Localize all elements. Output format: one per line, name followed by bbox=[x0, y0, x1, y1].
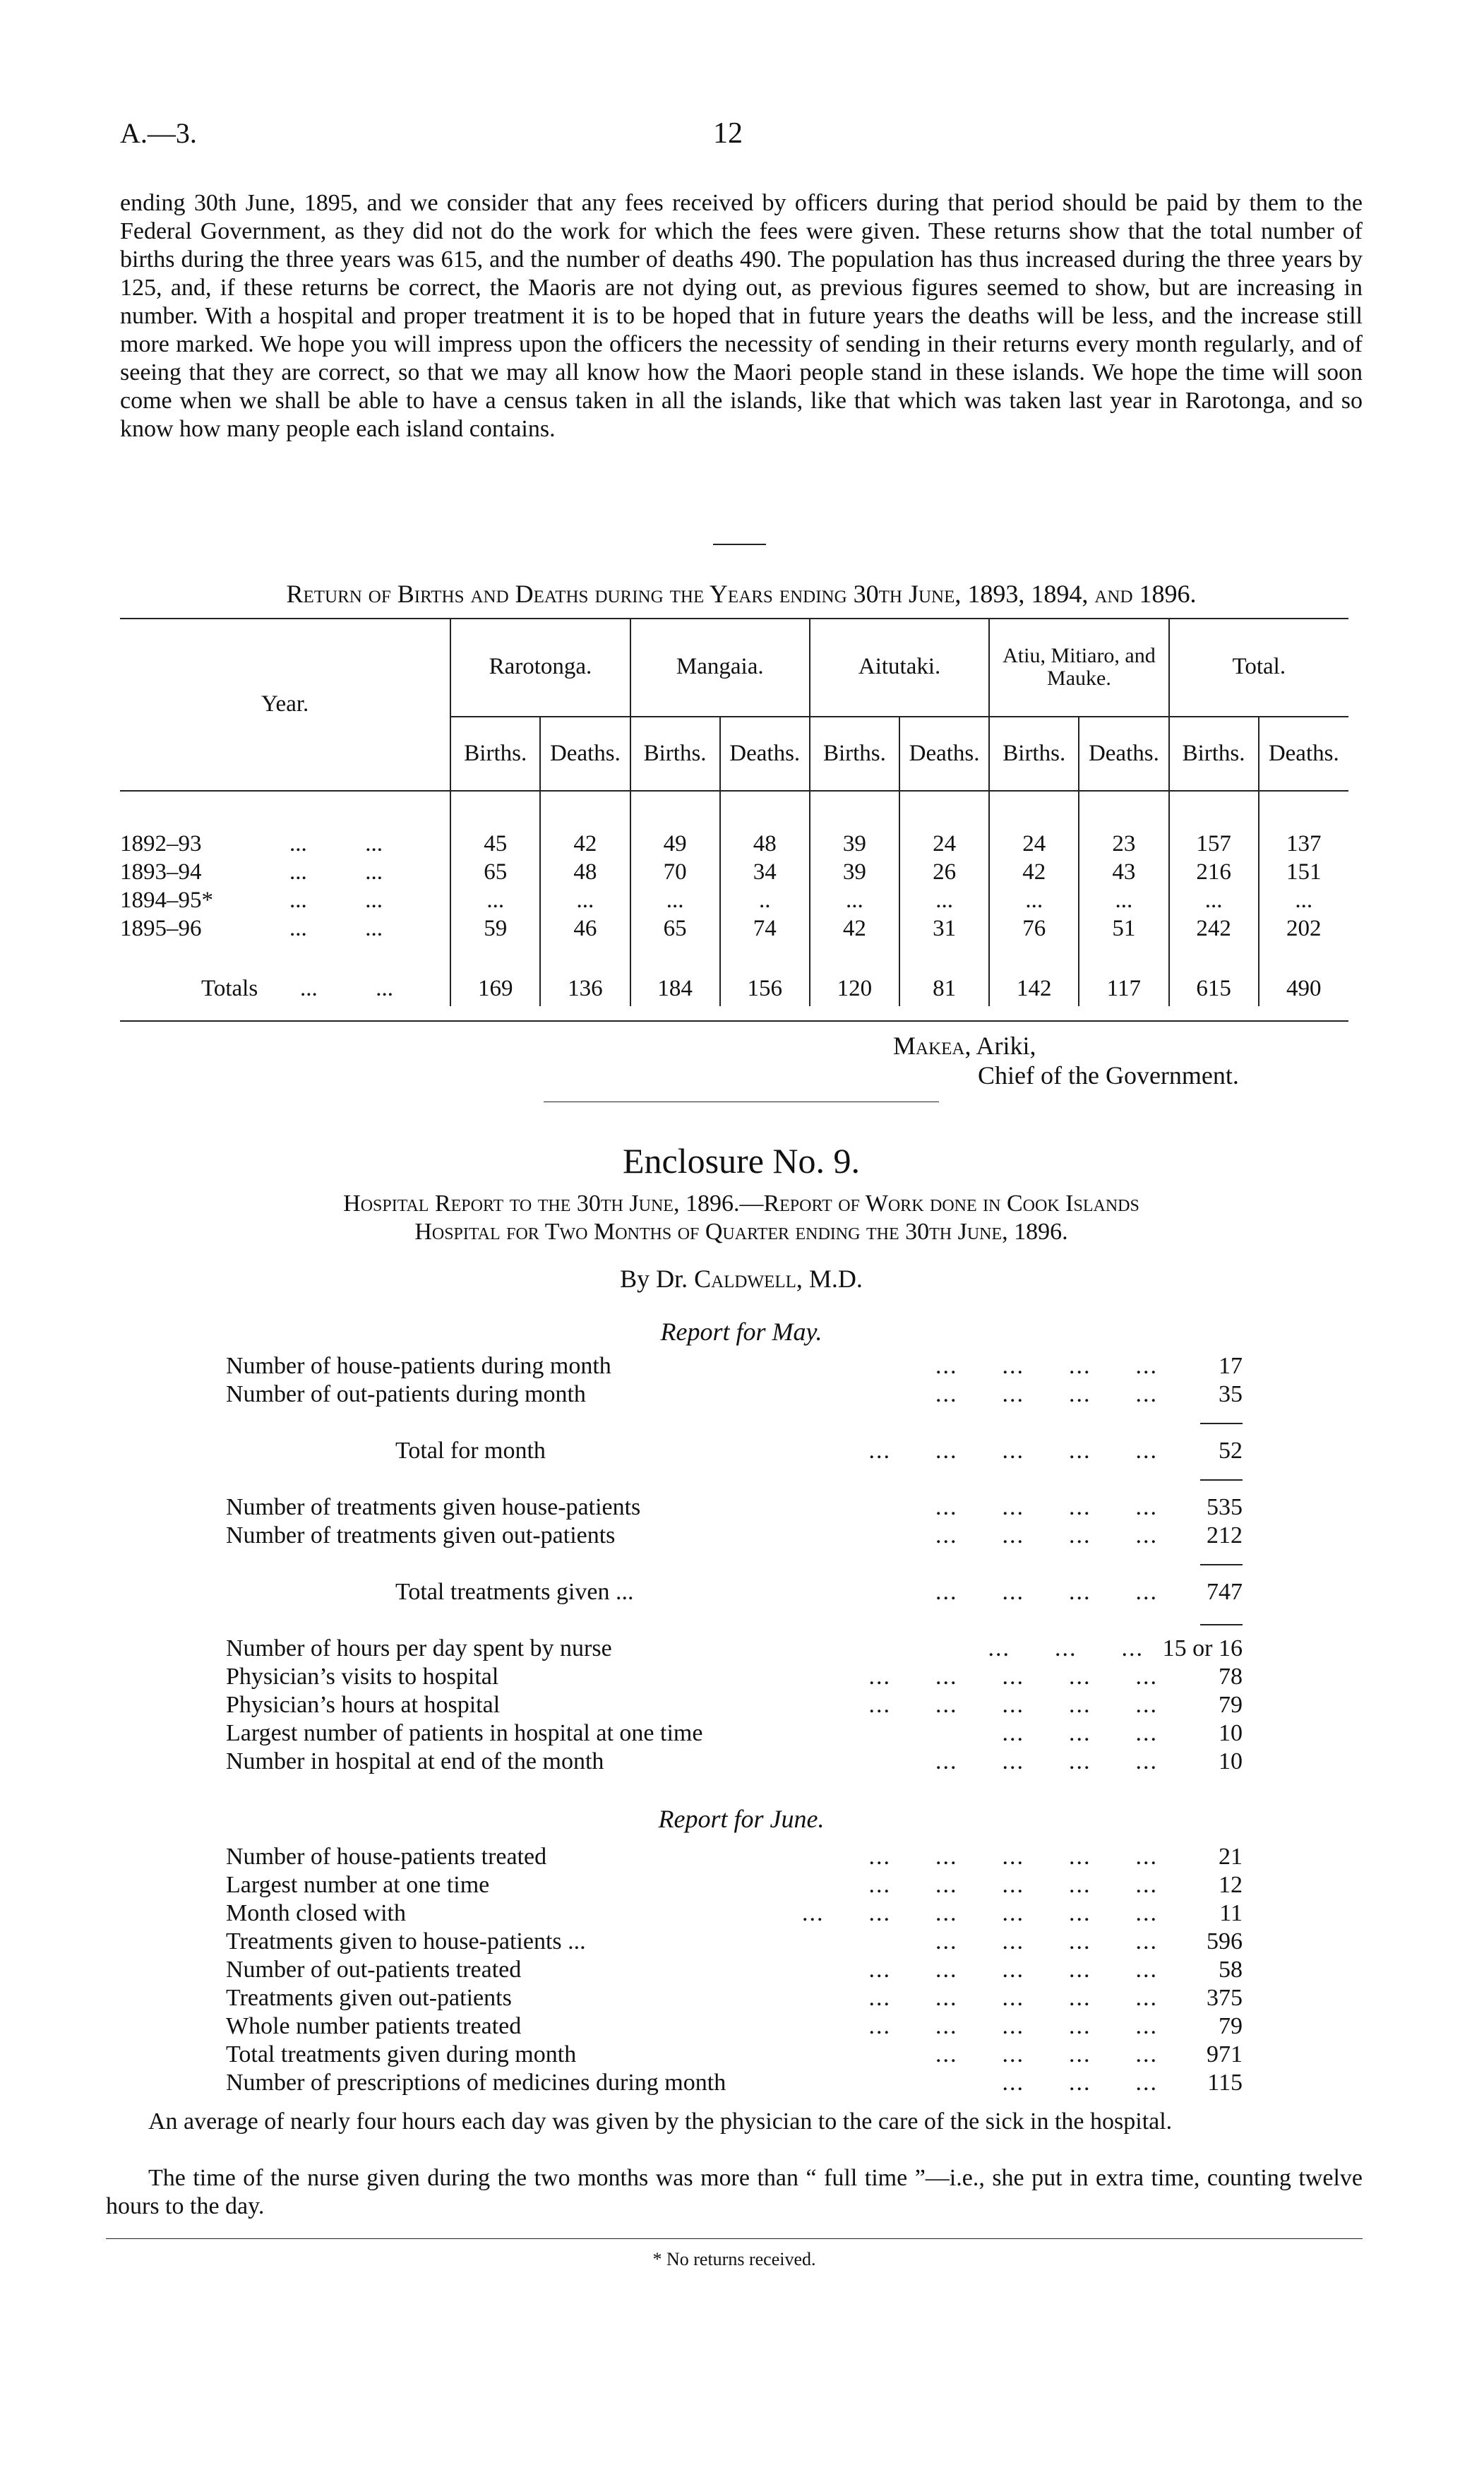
row-year: 1894–95* bbox=[120, 887, 213, 913]
cell: 48 bbox=[720, 830, 810, 858]
table-row bbox=[120, 830, 1348, 858]
group-rarotonga: Rarotonga. bbox=[450, 618, 630, 717]
group-aitutaki: Aitutaki. bbox=[810, 618, 989, 717]
cell: 137 bbox=[1259, 830, 1348, 858]
cell: ... bbox=[1079, 886, 1168, 914]
cell: 184 bbox=[630, 971, 720, 1006]
signature bbox=[893, 1031, 1239, 1090]
cell: 74 bbox=[720, 914, 810, 943]
sum-rule bbox=[1200, 1564, 1243, 1565]
cell: 169 bbox=[450, 971, 540, 1006]
row-leader: ... ... bbox=[300, 975, 393, 1001]
totals-row bbox=[120, 971, 1348, 1006]
cell: 76 bbox=[989, 914, 1079, 943]
june-item: Whole number patients treated ... ... ... ... ... 79 bbox=[226, 2013, 1243, 2039]
cell: 216 bbox=[1169, 858, 1259, 886]
may-largest-number: Largest number of patients in hospital at one time ... ... ... 10 bbox=[226, 1720, 1243, 1746]
sum-rule bbox=[1200, 1624, 1243, 1625]
cell: 202 bbox=[1259, 914, 1348, 943]
cell: ... bbox=[450, 886, 540, 914]
enclosure-heading: Enclosure No. 9. bbox=[622, 1141, 861, 1181]
cell: 24 bbox=[989, 830, 1079, 858]
cell: ... bbox=[810, 886, 899, 914]
may-out-patients: Number of out-patients during month ... ... ... ... 35 bbox=[226, 1381, 1243, 1407]
sub-deaths: Deaths. bbox=[540, 717, 630, 791]
cell: 120 bbox=[810, 971, 899, 1006]
cell: ... bbox=[1169, 886, 1259, 914]
group-total: Total. bbox=[1169, 618, 1348, 717]
may-report-title: Report for May. bbox=[660, 1318, 822, 1346]
cell: 65 bbox=[450, 858, 540, 886]
signature-title: , Ariki, bbox=[964, 1032, 1036, 1060]
intro-paragraph: ending 30th June, 1895, and we consider that any fees received by officers during that period should be paid by them to the Federal Government, as they did not do the work for which the fees were given. These returns show that the total number of births during the three years was 615, and the number of deaths 490. The population has thus increased during the three years by 125, and, if these returns be correct, the Maoris are not dying out, as previous figures seemed to show, but are increasing in number. With a hospital and proper treatment it is to be hoped that in future years the deaths will be less, and the increase still more marked. We hope you will impress upon the officers the necessity of sending in their returns every month regularly, and of seeing that they are correct, so that we may all know how the Maori people stand in these islands. We hope the time will soon come when we shall be able to have a census taken in all the islands, like that which was taken last year in Rarotonga, and so know how many people each island contains. bbox=[120, 190, 1363, 442]
may-physician-hours: Physician’s hours at hospital ... ... ... ... ... 79 bbox=[226, 1692, 1243, 1718]
cell: 42 bbox=[989, 858, 1079, 886]
cell: 39 bbox=[810, 830, 899, 858]
table-row bbox=[120, 914, 1348, 943]
cell: ... bbox=[899, 886, 989, 914]
byline-name: Caldwell bbox=[694, 1265, 796, 1293]
cell: ... bbox=[989, 886, 1079, 914]
short-divider bbox=[713, 544, 766, 545]
row-leader: ... ... bbox=[289, 859, 383, 885]
return-table-title: Return of Births and Deaths during the Years ending 30th June, 1893, 1894, and 1896. bbox=[286, 580, 1197, 608]
june-item: Total treatments given during month ... ... ... ... 971 bbox=[226, 2041, 1243, 2067]
cell: 24 bbox=[899, 830, 989, 858]
sub-deaths: Deaths. bbox=[1079, 717, 1168, 791]
footnote-rule bbox=[106, 2238, 1363, 2239]
cell: ... bbox=[540, 886, 630, 914]
row-year: 1892–93 bbox=[120, 830, 202, 856]
cell: 81 bbox=[899, 971, 989, 1006]
cell: 42 bbox=[540, 830, 630, 858]
cell: 117 bbox=[1079, 971, 1168, 1006]
june-report-title: Report for June. bbox=[658, 1805, 825, 1833]
row-leader: ... ... bbox=[289, 915, 383, 941]
cell: 45 bbox=[450, 830, 540, 858]
row-year: 1893–94 bbox=[120, 859, 202, 885]
sub-deaths: Deaths. bbox=[899, 717, 989, 791]
sum-rule bbox=[1200, 1479, 1243, 1481]
year-header: Year. bbox=[261, 691, 309, 717]
june-item: Number of house-patients treated ... ... ... ... ... 21 bbox=[226, 1844, 1243, 1870]
signature-position: Chief of the Government. bbox=[978, 1061, 1239, 1090]
may-total-treatments: Total treatments given ... ... ... ... ... 747 bbox=[395, 1579, 1243, 1605]
closing-paragraph-2: The time of the nurse given during the two months was more than “ full time ”—i.e., she put in extra time, counting twelve hours to the day. bbox=[106, 2165, 1363, 2219]
cell: ... bbox=[1259, 886, 1348, 914]
cell: 34 bbox=[720, 858, 810, 886]
sub-deaths: Deaths. bbox=[1259, 717, 1348, 791]
june-item: Number of out-patients treated ... ... ... ... ... 58 bbox=[226, 1957, 1243, 1983]
cell: 59 bbox=[450, 914, 540, 943]
row-leader: ... ... bbox=[289, 830, 383, 856]
group-atiu-mitiaro-mauke: Atiu, Mitiaro, and Mauke. bbox=[989, 618, 1168, 717]
cell: 43 bbox=[1079, 858, 1168, 886]
sum-rule bbox=[1200, 1423, 1243, 1424]
may-end-of-month: Number in hospital at end of the month ... ... ... ... 10 bbox=[226, 1748, 1243, 1774]
sub-deaths: Deaths. bbox=[720, 717, 810, 791]
cell: 70 bbox=[630, 858, 720, 886]
may-physician-visits: Physician’s visits to hospital ... ... ... ... ... 78 bbox=[226, 1664, 1243, 1690]
table-bottom-rule bbox=[120, 1020, 1348, 1022]
cell: 242 bbox=[1169, 914, 1259, 943]
sub-births: Births. bbox=[450, 717, 540, 791]
totals-label: Totals bbox=[201, 975, 258, 1001]
june-item: Treatments given to house-patients ... ... ... ... ... 596 bbox=[226, 1928, 1243, 1954]
footnote: * No returns received. bbox=[652, 2249, 816, 2269]
cell: 157 bbox=[1169, 830, 1259, 858]
june-item: Largest number at one time ... ... ... ... ... 12 bbox=[226, 1872, 1243, 1898]
cell: 39 bbox=[810, 858, 899, 886]
cell: 46 bbox=[540, 914, 630, 943]
june-item: Number of prescriptions of medicines during month ... ... ... 115 bbox=[226, 2070, 1243, 2096]
byline: By Dr. Caldwell, M.D. bbox=[620, 1265, 863, 1293]
june-item: Treatments given out-patients ... ... ... ... ... 375 bbox=[226, 1985, 1243, 2011]
row-year: 1895–96 bbox=[120, 915, 202, 941]
cell: 490 bbox=[1259, 971, 1348, 1006]
june-item: Month closed with ... ... ... ... ... ... 11 bbox=[226, 1900, 1243, 1926]
sub-births: Births. bbox=[810, 717, 899, 791]
cell: 615 bbox=[1169, 971, 1259, 1006]
cell: 51 bbox=[1079, 914, 1168, 943]
cell: 65 bbox=[630, 914, 720, 943]
may-nurse-hours: Number of hours per day spent by nurse ... ... ... 15 or 16 bbox=[226, 1635, 1243, 1661]
table-row bbox=[120, 886, 1348, 914]
enclosure-title bbox=[99, 1190, 1384, 1246]
enclosure-title-line1: Hospital Report to the 30th June, 1896.—Report of Work done in Cook Islands bbox=[343, 1190, 1139, 1217]
cell: 42 bbox=[810, 914, 899, 943]
cell: 142 bbox=[989, 971, 1079, 1006]
cell: 31 bbox=[899, 914, 989, 943]
sub-births: Births. bbox=[630, 717, 720, 791]
may-house-patients: Number of house-patients during month ... ... ... ... 17 bbox=[226, 1353, 1243, 1379]
cell: ... bbox=[630, 886, 720, 914]
births-deaths-table bbox=[120, 618, 1348, 1006]
group-mangaia: Mangaia. bbox=[630, 618, 810, 717]
cell: .. bbox=[720, 886, 810, 914]
page-number: 12 bbox=[713, 117, 743, 150]
cell: 49 bbox=[630, 830, 720, 858]
closing-paragraph-1: An average of nearly four hours each day was given by the physician to the care of the sick in the hospital. bbox=[148, 2108, 1173, 2135]
may-total-month: Total for month ... ... ... ... ... 52 bbox=[395, 1438, 1243, 1464]
document-reference: A.—3. bbox=[120, 117, 197, 149]
sub-births: Births. bbox=[1169, 717, 1259, 791]
signature-name: Makea bbox=[893, 1032, 965, 1060]
cell: 156 bbox=[720, 971, 810, 1006]
cell: 151 bbox=[1259, 858, 1348, 886]
cell: 136 bbox=[540, 971, 630, 1006]
enclosure-title-line2: Hospital for Two Months of Quarter ending the 30th June, 1896. bbox=[414, 1219, 1068, 1245]
table-row bbox=[120, 858, 1348, 886]
may-treat-out: Number of treatments given out-patients ... ... ... ... 212 bbox=[226, 1522, 1243, 1548]
may-treat-house: Number of treatments given house-patients ... ... ... ... 535 bbox=[226, 1494, 1243, 1520]
sub-births: Births. bbox=[989, 717, 1079, 791]
row-leader: ... ... bbox=[289, 887, 383, 913]
cell: 26 bbox=[899, 858, 989, 886]
cell: 23 bbox=[1079, 830, 1168, 858]
cell: 48 bbox=[540, 858, 630, 886]
